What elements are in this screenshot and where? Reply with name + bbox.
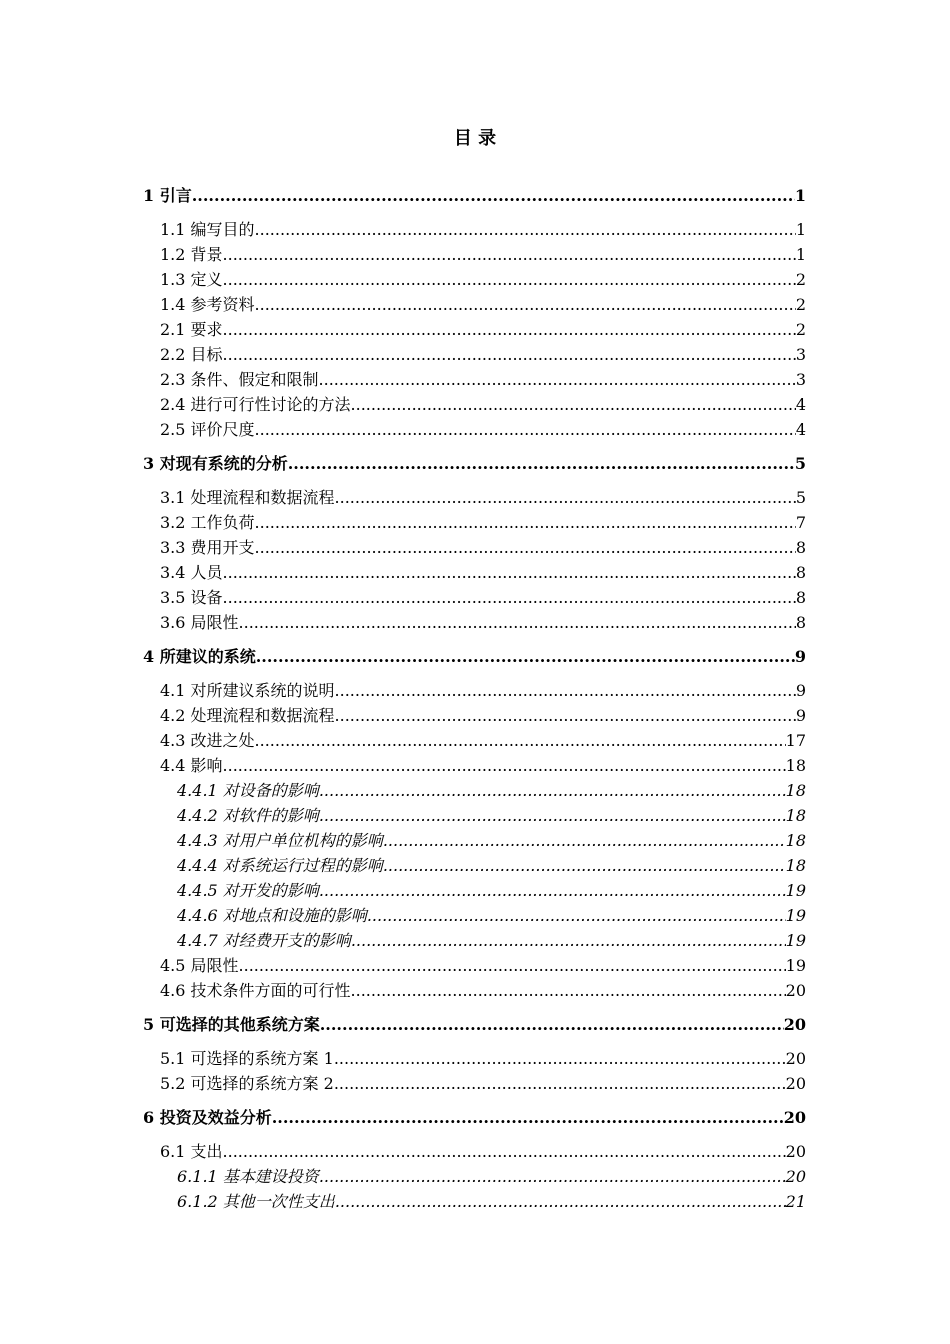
toc-dot-leader — [223, 269, 796, 291]
toc-page-number: 20 — [785, 1049, 806, 1068]
toc-entry-title: 6.1.1 基本建设投资 — [177, 1167, 319, 1186]
toc-page-number: 18 — [785, 756, 806, 775]
toc-page-number: 3 — [795, 370, 806, 389]
toc-page-number: 20 — [785, 1142, 806, 1161]
toc-dot-leader — [351, 980, 786, 1002]
toc-entry-level-2[interactable] — [160, 244, 806, 266]
toc-dot-leader — [256, 646, 795, 668]
toc-entry-level-2[interactable] — [160, 1048, 806, 1070]
toc-page-number: 20 — [785, 981, 806, 1000]
toc-page-number: 9 — [794, 647, 806, 666]
toc-entry-level-2[interactable] — [160, 955, 806, 977]
toc-entry-level-1[interactable] — [143, 646, 806, 668]
toc-entry-level-2[interactable] — [160, 562, 806, 584]
toc-entry-level-2[interactable] — [160, 705, 806, 727]
toc-entry-title: 2.4 进行可行性讨论的方法 — [160, 395, 351, 414]
toc-entry-title: 4.4.6 对地点和设施的影响 — [177, 906, 367, 925]
toc-entry-level-1[interactable] — [143, 185, 806, 207]
toc-dot-leader — [383, 830, 786, 852]
toc-entry-title: 4.1 对所建议系统的说明 — [160, 681, 335, 700]
toc-dot-leader — [255, 512, 796, 534]
toc-title: 目 录 — [453, 128, 497, 149]
toc-entry-title: 4.4.7 对经费开支的影响 — [177, 931, 351, 950]
toc-dot-leader — [334, 1048, 786, 1070]
toc-dot-leader — [255, 219, 796, 241]
toc-dot-leader — [288, 453, 795, 475]
toc-entry-title: 4 所建议的系统 — [143, 647, 256, 666]
toc-page-number: 9 — [795, 706, 806, 725]
toc-entry-title: 3.1 处理流程和数据流程 — [160, 488, 335, 507]
toc-dot-leader — [319, 1166, 786, 1188]
toc-dot-leader — [192, 185, 795, 207]
toc-entry-title: 2.3 条件、假定和限制 — [160, 370, 319, 389]
toc-entry-title: 6.1 支出 — [160, 1142, 223, 1161]
toc-entry-title: 5 可选择的其他系统方案 — [143, 1015, 320, 1034]
toc-entry-level-2[interactable] — [160, 294, 806, 316]
toc-page-number: 19 — [785, 881, 806, 900]
toc-dot-leader — [239, 612, 796, 634]
toc-dot-leader — [255, 730, 786, 752]
toc-dot-leader — [255, 419, 796, 441]
toc-entry-level-3[interactable] — [177, 855, 806, 877]
toc-entry-title: 2.1 要求 — [160, 320, 223, 339]
toc-entry-title: 4.5 局限性 — [160, 956, 239, 975]
toc-entry-level-2[interactable] — [160, 394, 806, 416]
toc-entry-level-1[interactable] — [143, 1107, 806, 1129]
toc-dot-leader — [367, 905, 786, 927]
toc-page-number: 20 — [783, 1108, 806, 1127]
toc-dot-leader — [223, 755, 786, 777]
toc-entry-title: 4.4.4 对系统运行过程的影响 — [177, 856, 383, 875]
toc-page-number: 17 — [785, 731, 806, 750]
toc-entry-title: 3 对现有系统的分析 — [143, 454, 288, 473]
toc-dot-leader — [319, 880, 786, 902]
toc-entry-title: 4.4.1 对设备的影响 — [177, 781, 319, 800]
toc-page-number: 5 — [795, 488, 806, 507]
toc-entry-title: 4.4.2 对软件的影响 — [177, 806, 319, 825]
toc-entry-level-2[interactable] — [160, 537, 806, 559]
toc-entry-level-2[interactable] — [160, 219, 806, 241]
toc-entry-title: 5.2 可选择的系统方案 2 — [160, 1074, 334, 1093]
toc-entry-title: 4.4.3 对用户单位机构的影响 — [177, 831, 383, 850]
toc-dot-leader — [223, 344, 796, 366]
toc-entry-level-2[interactable] — [160, 1141, 806, 1163]
toc-page-number: 20 — [783, 1015, 806, 1034]
toc-entry-level-3[interactable] — [177, 880, 806, 902]
toc-dot-leader — [223, 587, 796, 609]
toc-page-number: 20 — [785, 1074, 806, 1093]
toc-entry-title: 3.6 局限性 — [160, 613, 239, 632]
toc-page-number: 18 — [785, 806, 806, 825]
toc-page-number: 2 — [795, 270, 806, 289]
toc-dot-leader — [334, 1073, 786, 1095]
toc-entry-level-3[interactable] — [177, 1191, 806, 1213]
toc-dot-leader — [223, 1141, 786, 1163]
toc-entry-level-2[interactable] — [160, 512, 806, 534]
toc-dot-leader — [319, 780, 786, 802]
toc-entry-level-2[interactable] — [160, 344, 806, 366]
toc-entry-level-2[interactable] — [160, 269, 806, 291]
toc-entry-level-2[interactable] — [160, 369, 806, 391]
toc-entry-title: 1.3 定义 — [160, 270, 223, 289]
toc-entry-level-3[interactable] — [177, 1166, 806, 1188]
toc-page-number: 8 — [795, 538, 806, 557]
toc-dot-leader — [335, 680, 796, 702]
toc-entry-level-1[interactable] — [143, 453, 806, 475]
toc-page-number: 8 — [795, 588, 806, 607]
toc-page-number: 2 — [795, 320, 806, 339]
toc-dot-leader — [351, 394, 796, 416]
toc-page-number: 2 — [795, 295, 806, 314]
toc-entry-level-3[interactable] — [177, 830, 806, 852]
toc-dot-leader — [351, 930, 786, 952]
toc-entry-title: 3.4 人员 — [160, 563, 223, 582]
toc-page-number: 20 — [785, 1167, 806, 1186]
toc-entry-title: 4.2 处理流程和数据流程 — [160, 706, 335, 725]
toc-entry-level-2[interactable] — [160, 487, 806, 509]
toc-dot-leader — [335, 1191, 786, 1213]
toc-page-number: 8 — [795, 613, 806, 632]
toc-dot-leader — [335, 705, 796, 727]
toc-dot-leader — [272, 1107, 784, 1129]
toc-entry-title: 3.2 工作负荷 — [160, 513, 255, 532]
toc-page-number: 18 — [785, 781, 806, 800]
toc-page-number: 9 — [795, 681, 806, 700]
toc-page-number: 5 — [794, 454, 806, 473]
toc-dot-leader — [223, 319, 796, 341]
toc-dot-leader — [383, 855, 786, 877]
toc-page-number: 1 — [794, 186, 806, 205]
toc-entry-level-2[interactable] — [160, 612, 806, 634]
toc-dot-leader — [239, 955, 786, 977]
toc-entry-title: 6 投资及效益分析 — [143, 1108, 272, 1127]
toc-entry-title: 1 引言 — [143, 186, 192, 205]
toc-page-number: 7 — [795, 513, 806, 532]
toc-entry-level-2[interactable] — [160, 730, 806, 752]
toc-entry-level-3[interactable] — [177, 930, 806, 952]
toc-entry-title: 1.4 参考资料 — [160, 295, 255, 314]
toc-entry-level-2[interactable] — [160, 587, 806, 609]
toc-dot-leader — [319, 805, 786, 827]
toc-entry-title: 5.1 可选择的系统方案 1 — [160, 1049, 334, 1068]
toc-entry-title: 3.5 设备 — [160, 588, 223, 607]
toc-entry-title: 1.1 编写目的 — [160, 220, 255, 239]
toc-dot-leader — [223, 562, 796, 584]
toc-page-number: 1 — [795, 245, 806, 264]
toc-entry-level-2[interactable] — [160, 319, 806, 341]
toc-page-number: 19 — [785, 931, 806, 950]
toc-entry-level-3[interactable] — [177, 805, 806, 827]
toc-dot-leader — [255, 537, 796, 559]
toc-page-number: 4 — [795, 395, 806, 414]
toc-entry-level-2[interactable] — [160, 980, 806, 1002]
toc-page-number: 3 — [795, 345, 806, 364]
toc-entry-level-2[interactable] — [160, 680, 806, 702]
toc-entry-level-2[interactable] — [160, 755, 806, 777]
toc-entry-title: 2.5 评价尺度 — [160, 420, 255, 439]
toc-entry-level-3[interactable] — [177, 905, 806, 927]
toc-dot-leader — [223, 244, 796, 266]
toc-page-number: 4 — [795, 420, 806, 439]
toc-entry-level-3[interactable] — [177, 780, 806, 802]
toc-entry-level-2[interactable] — [160, 419, 806, 441]
toc-page-number: 19 — [785, 906, 806, 925]
toc-entry-title: 4.3 改进之处 — [160, 731, 255, 750]
toc-entry-level-2[interactable] — [160, 1073, 806, 1095]
toc-entry-title: 4.4 影响 — [160, 756, 223, 775]
toc-dot-leader — [320, 1014, 784, 1036]
toc-entry-level-1[interactable] — [143, 1014, 806, 1036]
toc-page-number: 8 — [795, 563, 806, 582]
toc-page-number: 18 — [785, 856, 806, 875]
toc-dot-leader — [319, 369, 796, 391]
toc-entry-title: 6.1.2 其他一次性支出 — [177, 1192, 335, 1211]
toc-entry-title: 1.2 背景 — [160, 245, 223, 264]
toc-entry-title: 2.2 目标 — [160, 345, 223, 364]
toc-page-number: 19 — [785, 956, 806, 975]
toc-page-number: 1 — [795, 220, 806, 239]
toc-dot-leader — [335, 487, 796, 509]
toc-entry-title: 4.4.5 对开发的影响 — [177, 881, 319, 900]
toc-entry-title: 4.6 技术条件方面的可行性 — [160, 981, 351, 1000]
toc-entry-title: 3.3 费用开支 — [160, 538, 255, 557]
toc-dot-leader — [255, 294, 796, 316]
toc-page-number: 18 — [785, 831, 806, 850]
toc-page-number: 21 — [785, 1192, 806, 1211]
